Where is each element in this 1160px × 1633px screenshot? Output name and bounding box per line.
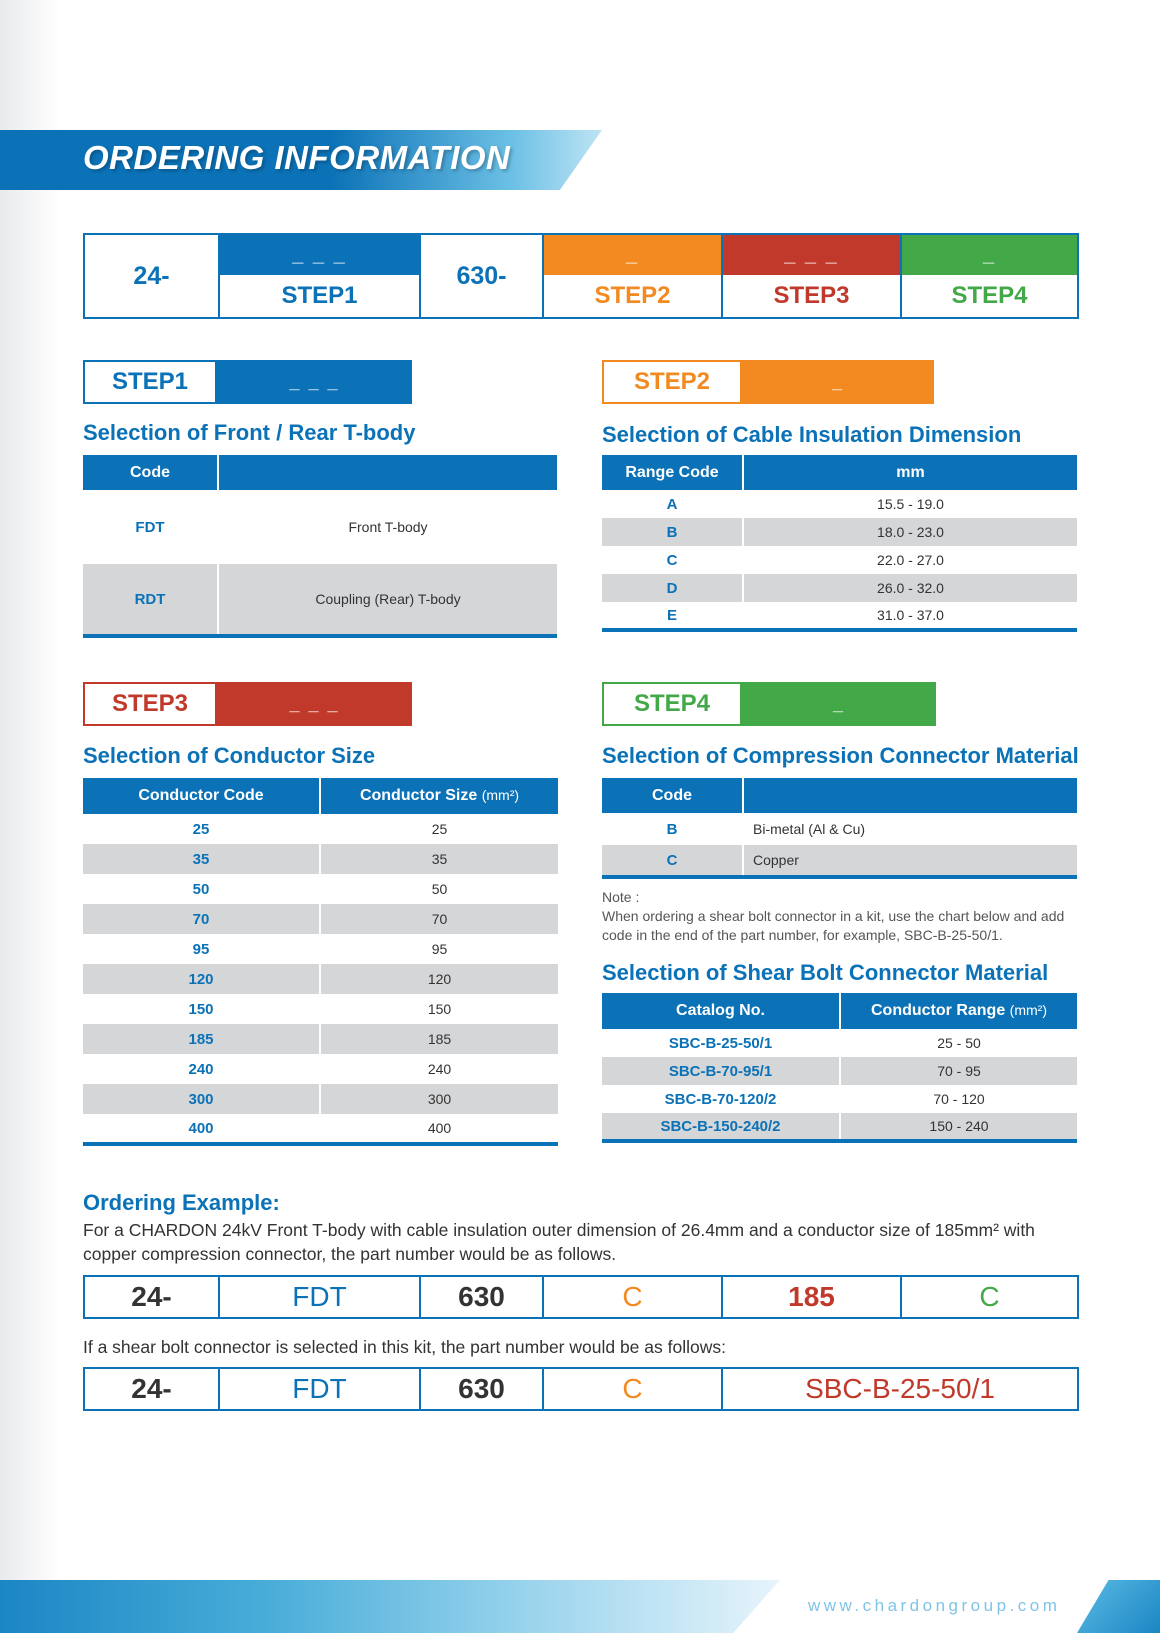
table-row <box>602 602 1077 630</box>
step1-code: RDT <box>83 564 218 636</box>
step3-header-size-text: Conductor Size <box>359 787 478 804</box>
table-row <box>602 1057 1077 1085</box>
table-row <box>83 904 558 934</box>
table-row <box>83 1084 558 1114</box>
table-row <box>602 845 1077 877</box>
step2-label: STEP2 <box>602 360 742 404</box>
step1-placeholder: _ _ _ <box>217 360 412 404</box>
step3-code: 95 <box>192 940 210 958</box>
example1-step4: C <box>979 1281 1000 1312</box>
part-step3-placeholder: _ _ _ <box>723 235 900 275</box>
part-step3-label: STEP3 <box>773 282 850 309</box>
step3-header-size <box>320 778 558 814</box>
shear-bolt-header-range <box>840 993 1077 1029</box>
table-row <box>602 1029 1077 1057</box>
step1-desc: Coupling (Rear) T-body <box>218 564 557 636</box>
step2-range: 31.0 - 37.0 <box>743 602 1077 630</box>
step4-placeholder: _ <box>742 682 936 726</box>
part-middle: 630- <box>421 235 544 317</box>
shear-bolt-catalog: SBC-B-150-240/2 <box>602 1113 840 1141</box>
step2-code: E <box>666 606 677 624</box>
step3-size: 400 <box>320 1114 558 1144</box>
step3-size: 185 <box>320 1024 558 1054</box>
step1-desc: Front T-body <box>218 490 557 564</box>
table-row <box>83 1024 558 1054</box>
step4-code: C <box>602 845 743 877</box>
part-step4-cell <box>902 235 1077 317</box>
step3-code: 240 <box>188 1060 214 1078</box>
example2-shear-bolt: SBC-B-25-50/1 <box>805 1373 995 1404</box>
step3-table <box>83 778 558 1146</box>
step2-title: Selection of Cable Insulation Dimension <box>602 422 1022 447</box>
step2-header-mm: mm <box>743 455 1077 490</box>
shear-bolt-header-catalog: Catalog No. <box>602 993 840 1029</box>
shear-bolt-range: 25 - 50 <box>840 1029 1077 1057</box>
step2-range: 15.5 - 19.0 <box>743 490 1077 518</box>
step1-code: FDT <box>135 518 165 536</box>
shear-bolt-header-unit: (mm²) <box>1009 1002 1047 1018</box>
step3-size: 240 <box>320 1054 558 1084</box>
table-row <box>83 814 558 844</box>
step2-range: 22.0 - 27.0 <box>743 546 1077 574</box>
part-step1-cell <box>220 235 421 317</box>
shear-bolt-table <box>602 993 1077 1143</box>
step3-size: 120 <box>320 964 558 994</box>
example1-step1: FDT <box>220 1277 421 1317</box>
step3-size: 300 <box>320 1084 558 1114</box>
step3-placeholder: _ _ _ <box>217 682 412 726</box>
example1-middle: 630 <box>421 1277 544 1317</box>
step3-size: 95 <box>320 934 558 964</box>
step2-code: A <box>666 495 678 513</box>
example-part-number-1 <box>83 1275 1079 1319</box>
step4-header <box>602 682 936 726</box>
part-step4-label: STEP4 <box>951 282 1028 309</box>
step3-size: 25 <box>320 814 558 844</box>
table-row <box>602 518 1077 546</box>
table-row <box>602 1085 1077 1113</box>
table-row <box>602 574 1077 602</box>
step3-code: 300 <box>83 1084 320 1114</box>
step3-code: 120 <box>83 964 320 994</box>
step3-code: 70 <box>83 904 320 934</box>
step2-placeholder: _ <box>742 360 934 404</box>
table-row <box>83 934 558 964</box>
shear-bolt-title: Selection of Shear Bolt Connector Material <box>602 960 1049 985</box>
table-row <box>83 1114 558 1144</box>
step4-header-desc <box>743 778 1077 813</box>
table-row <box>83 844 558 874</box>
step4-code: B <box>666 820 678 838</box>
shear-bolt-range: 70 - 95 <box>840 1057 1077 1085</box>
part-step3-cell <box>723 235 902 317</box>
step2-range: 26.0 - 32.0 <box>743 574 1077 602</box>
shear-bolt-range: 150 - 240 <box>840 1113 1077 1141</box>
step4-label: STEP4 <box>602 682 742 726</box>
step2-code: C <box>666 551 678 569</box>
step4-desc: Copper <box>743 845 1077 877</box>
step2-code: B <box>602 518 743 546</box>
step3-code: 50 <box>192 880 210 898</box>
step1-table <box>83 455 557 638</box>
part-step2-label: STEP2 <box>594 282 671 309</box>
step3-header-code: Conductor Code <box>83 778 320 814</box>
table-row <box>83 994 558 1024</box>
part-step4-placeholder: _ <box>902 235 1077 275</box>
example2-step2: C <box>544 1369 723 1409</box>
part-step1-label: STEP1 <box>281 282 358 309</box>
step2-code: D <box>602 574 743 602</box>
example-title: Ordering Example: <box>83 1190 280 1215</box>
example-text-2: If a shear bolt connector is selected in this kit, the part number would be as follows: <box>83 1337 726 1357</box>
example-part-number-2 <box>83 1367 1079 1411</box>
step4-header-code: Code <box>602 778 743 813</box>
table-row <box>83 874 558 904</box>
step3-code: 400 <box>188 1119 214 1137</box>
part-step2-cell <box>544 235 723 317</box>
table-row <box>83 490 557 564</box>
shear-bolt-range: 70 - 120 <box>840 1085 1077 1113</box>
shear-bolt-header-range-text: Conductor Range <box>871 1002 1006 1019</box>
shear-bolt-catalog: SBC-B-70-95/1 <box>602 1057 840 1085</box>
step3-size: 70 <box>320 904 558 934</box>
step3-code: 35 <box>83 844 320 874</box>
part-prefix: 24- <box>85 235 220 317</box>
step3-title: Selection of Conductor Size <box>83 743 376 768</box>
step1-title: Selection of Front / Rear T-body <box>83 420 416 445</box>
step3-size: 150 <box>320 994 558 1024</box>
example1-prefix: 24- <box>85 1277 220 1317</box>
step3-size: 50 <box>320 874 558 904</box>
note-label: Note : <box>602 889 640 905</box>
page-title: ORDERING INFORMATION <box>83 139 511 176</box>
part-number-template <box>83 233 1079 319</box>
footer-corner <box>1077 1580 1160 1633</box>
table-row <box>83 564 557 636</box>
example2-middle: 630 <box>421 1369 544 1409</box>
table-row <box>602 813 1077 845</box>
table-row <box>83 964 558 994</box>
table-row <box>602 546 1077 574</box>
shear-bolt-catalog: SBC-B-25-50/1 <box>668 1034 773 1052</box>
step2-header-code: Range Code <box>602 455 743 490</box>
table-row <box>602 490 1077 518</box>
part-step2-placeholder: _ <box>544 235 721 275</box>
step1-header-code: Code <box>83 455 218 490</box>
footer-bar <box>0 1580 780 1633</box>
table-row <box>83 1054 558 1084</box>
example-text: For a CHARDON 24kV Front T-body with cable insulation outer dimension of 26.4mm and a conductor size of 185mm² with copper compression connector, the part number would be as follows. <box>83 1220 1035 1264</box>
note <box>602 888 1080 945</box>
step3-header-unit: (mm²) <box>481 787 520 803</box>
step2-header <box>602 360 934 404</box>
step3-code: 25 <box>192 820 210 838</box>
step3-code: 185 <box>83 1024 320 1054</box>
example1-step3: 185 <box>723 1277 902 1317</box>
step2-table <box>602 455 1077 632</box>
part-step1-placeholder: _ _ _ <box>220 235 419 275</box>
step4-table <box>602 778 1077 879</box>
step1-header <box>83 360 412 404</box>
step3-size: 35 <box>320 844 558 874</box>
step1-label: STEP1 <box>83 360 217 404</box>
step4-desc: Bi-metal (Al & Cu) <box>743 813 1077 845</box>
note-text: When ordering a shear bolt connector in a kit, use the chart below and add code in the end of the part number, for example, SBC-B-25-50/1. <box>602 908 1065 943</box>
step4-title: Selection of Compression Connector Material <box>602 743 1079 768</box>
example2-prefix: 24- <box>85 1369 220 1409</box>
step1-header-desc <box>218 455 557 490</box>
step3-label: STEP3 <box>83 682 217 726</box>
table-row <box>602 1113 1077 1141</box>
step3-code: 150 <box>188 1000 214 1018</box>
example2-step1: FDT <box>220 1369 421 1409</box>
example1-step2: C <box>544 1277 723 1317</box>
step3-header <box>83 682 412 726</box>
footer-url[interactable]: www.chardongroup.com <box>808 1596 1061 1615</box>
step2-range: 18.0 - 23.0 <box>743 518 1077 546</box>
shear-bolt-catalog: SBC-B-70-120/2 <box>664 1090 777 1108</box>
